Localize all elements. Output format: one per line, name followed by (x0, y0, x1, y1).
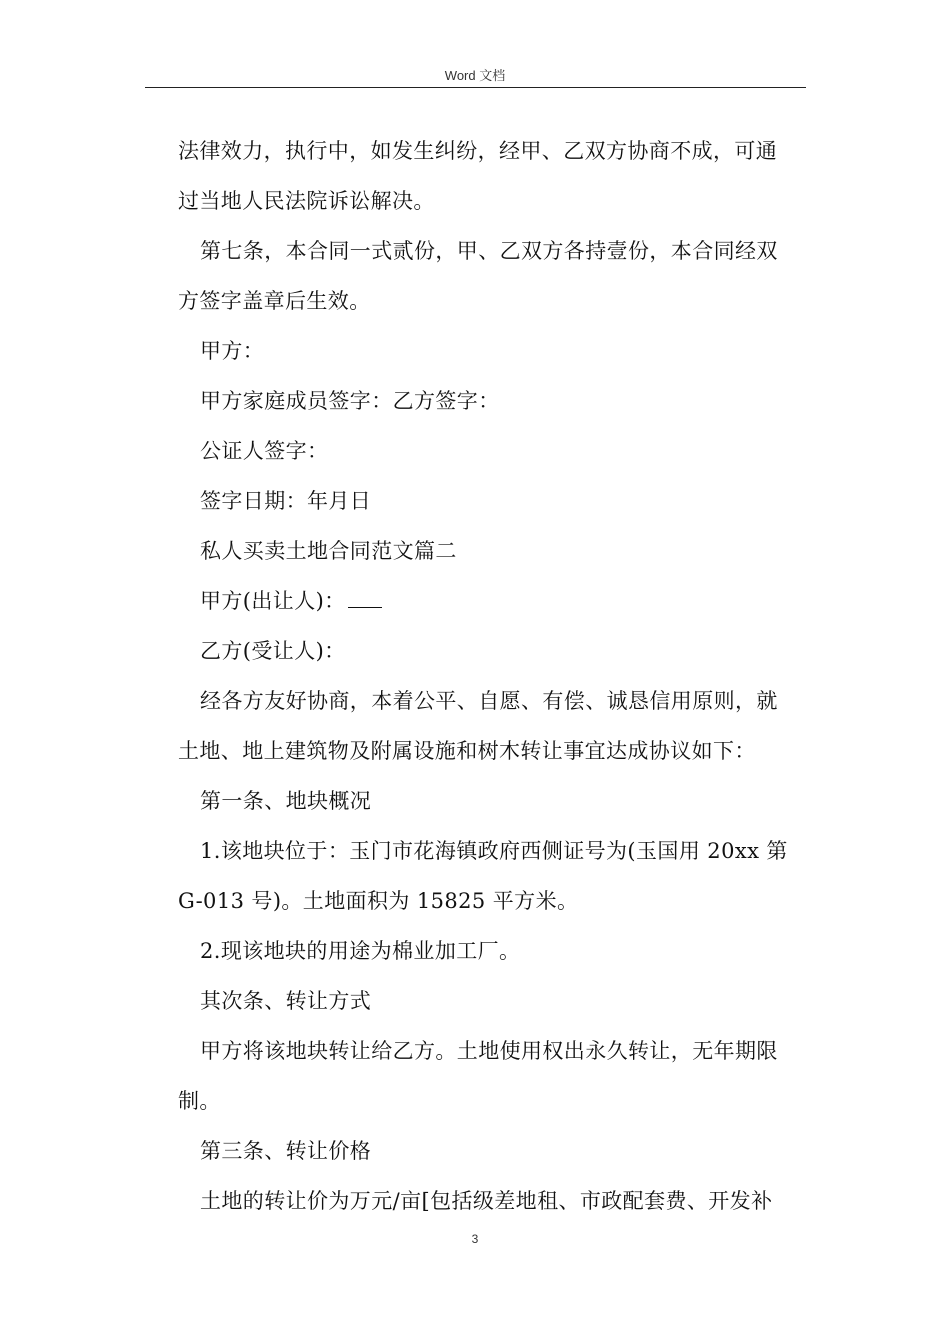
paragraph-line: 签字日期：年月日 (200, 489, 372, 513)
paragraph-line: 土地的转让价为万元/亩[包括级差地租、市政配套费、开发补 (200, 1189, 773, 1213)
paragraph-line: 第七条，本合同一式贰份，甲、乙双方各持壹份，本合同经双 (200, 239, 778, 263)
paragraph-line: 甲方将该地块转让给乙方。土地使用权出永久转让，无年期限 (200, 1039, 778, 1063)
header-rule (145, 87, 806, 88)
header-title: Word 文档 (444, 68, 506, 83)
paragraph-line: 第三条、转让价格 (200, 1139, 372, 1163)
paragraph-line: 私人买卖土地合同范文篇二 (200, 539, 457, 563)
paragraph-line: 2.现该地块的用途为棉业加工厂。 (200, 939, 521, 963)
party-a-label: 甲方(出让人)： (200, 589, 346, 613)
paragraph-line: 甲方： (200, 339, 265, 363)
paragraph-line: 土地、地上建筑物及附属设施和树木转让事宜达成协议如下： (178, 739, 756, 763)
paragraph-line: 甲方家庭成员签字：乙方签字： (200, 389, 500, 413)
paragraph-line: 1.该地块位于：玉门市花海镇政府西侧证号为(玉国用 20xx 第 (200, 839, 788, 863)
paragraph-line: 其次条、转让方式 (200, 989, 372, 1013)
paragraph-line: 公证人签字： (200, 439, 329, 463)
paragraph-line: 制。 (178, 1089, 221, 1113)
body-text (178, 126, 804, 1226)
paragraph-line: 过当地人民法院诉讼解决。 (178, 189, 435, 213)
paragraph-line: 法律效力，执行中，如发生纠纷，经甲、乙双方协商不成，可通 (178, 139, 778, 163)
paragraph-line: 经各方友好协商，本着公平、自愿、有偿、诚恳信用原则，就 (200, 689, 778, 713)
fill-in-blank (348, 589, 382, 608)
page-number: 3 (471, 1232, 479, 1246)
paragraph-line-with-blank (178, 576, 804, 626)
paragraph-line: 第一条、地块概况 (200, 789, 372, 813)
paragraph-line: 乙方(受让人)： (200, 639, 346, 663)
paragraph-line: G-013 号)。土地面积为 15825 平方米。 (178, 889, 579, 913)
paragraph-line: 方签字盖章后生效。 (178, 289, 371, 313)
